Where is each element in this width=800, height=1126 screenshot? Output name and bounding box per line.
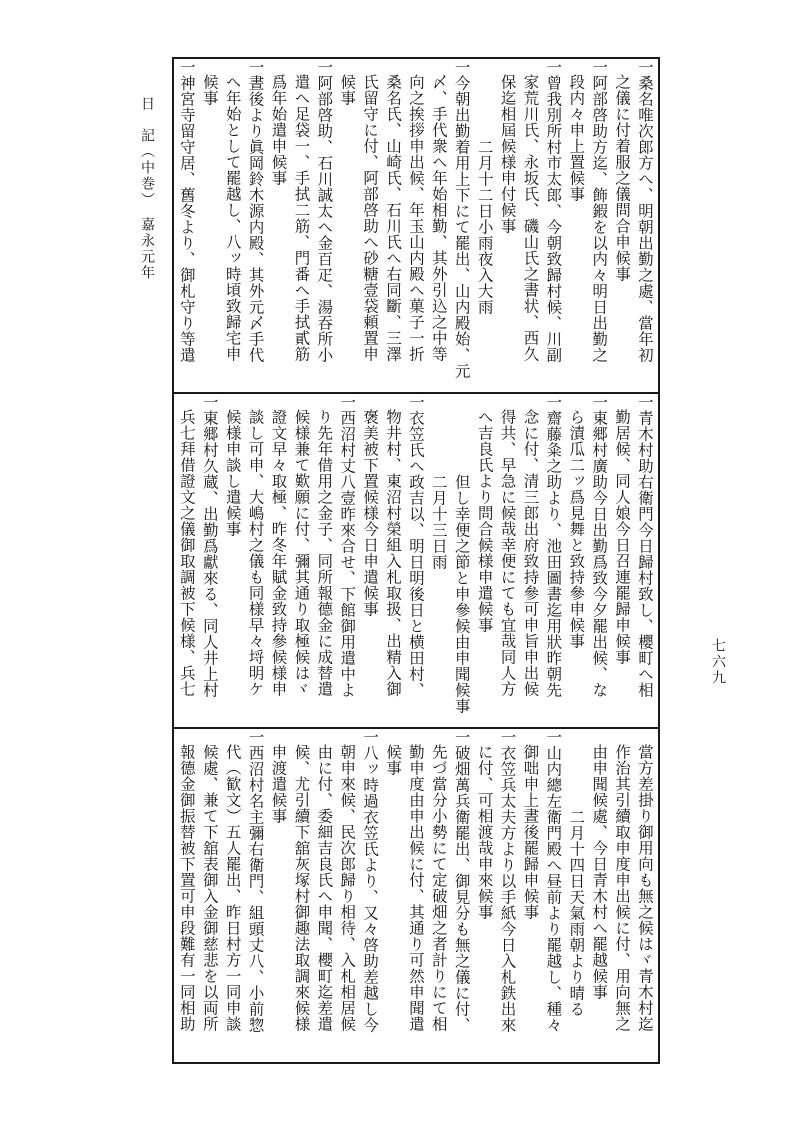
text-column: 得共、早急に候哉幸便にても宜哉同人方: [498, 409, 517, 697]
text-column: 勤申度由申出候に付、其通り可然申聞遣: [406, 744, 425, 1032]
text-column: 一齋藤粂之助より、池田圖書迄用狀昨朝先: [544, 394, 563, 698]
text-column: 先づ當分小勢にて定破畑之者計りにて相: [429, 744, 448, 1032]
text-column: 一西沼村丈八壹昨來合せ、下館御用遣中よ: [338, 394, 357, 698]
text-column: 申渡遣候事: [269, 744, 288, 824]
text-column: 談し可申、大嶋村之儀も同様早々埒明ケ: [246, 409, 265, 697]
text-column: 候事: [200, 74, 219, 106]
text-column: 褒美被下置候様今日申遣候事: [361, 409, 380, 617]
text-column: 桑名氏、山崎氏、石川氏へ右同斷、三澤: [384, 74, 403, 362]
text-column: 候處、兼て下舘表御入金御慈悲を以両所: [200, 744, 219, 1032]
text-column: へ年始として罷越し、八ッ時頃致歸宅申: [223, 74, 242, 362]
text-frame: [172, 57, 660, 1064]
text-column: 由に付、委細吉良氏へ申聞、櫻町迄差遣: [315, 744, 334, 1032]
text-column: 由申聞候處、今日青木村へ罷越候事: [590, 744, 609, 1000]
text-column: 二月十四日天氣雨朝より晴る: [567, 809, 586, 1017]
text-column: [174, 59, 175, 392]
text-column: 當方差掛り御用向も無之候はヾ青木村迄: [636, 744, 654, 1032]
text-column: 一阿部啓助、石川誠太へ金百疋、湯吞所小: [315, 59, 334, 363]
text-column: 二月十三日雨: [429, 474, 448, 570]
text-column: 候様申談し遣候事: [223, 409, 242, 537]
text-column: 遣へ足袋一、手拭二筋、門番へ手拭貳筋: [292, 74, 311, 362]
text-column: 但し幸便之節と申參候由申聞候事: [452, 474, 471, 714]
text-panel-bottom: [174, 729, 658, 1062]
running-head: 日 記（中巻） 嘉永元年: [139, 96, 155, 281]
page-number: 七六九: [710, 638, 726, 686]
text-column: 候事: [338, 74, 357, 106]
text-column: 向之挨拶申出候、年玉山内殿へ菓子一折: [406, 74, 425, 362]
text-column: 一八ッ時過衣笠氏より、又々啓助差越し今: [361, 729, 380, 1033]
text-column: り先年借用之金子、同所報德金に成替遣: [315, 409, 334, 697]
text-column: 氏留守に付、阿部啓助へ砂糖壹袋頼置申: [361, 74, 380, 362]
text-column: 二月十二日小雨夜入大雨: [475, 139, 494, 315]
text-column: 勤居候、同人娘今日召連罷歸申候事: [613, 409, 632, 665]
text-panel-top: [174, 59, 658, 392]
text-column: 保迄相屆候様申付候事: [498, 74, 517, 234]
text-column: 證文早々取極、昨冬年賦金致持參候様申: [269, 409, 288, 697]
text-column: ら漬瓜二ッ爲見舞と致持參申候事: [567, 409, 586, 649]
text-column: 物井村、東沼村榮組入札取扱、出精入御: [384, 409, 403, 697]
text-column: 朝申來候、民次郎歸り相待、入札相居候: [338, 744, 357, 1032]
text-column: 一桑名唯次郎方へ、明朝出勤之處、當年初: [636, 59, 654, 363]
text-column: 一西沼村名主彌右衛門、組頭丈八、小前惣: [246, 729, 265, 1033]
text-column: へ吉良氏より問合候様申遣候事: [475, 409, 494, 633]
text-column: 一神宮寺留守居、舊冬より、御札守り等遣: [177, 59, 196, 363]
text-column: 候様兼て歎願に付、彌其通り取極候はヾ: [292, 409, 311, 697]
text-column: 一今朝出勤着用上下にて罷出、山内殿始、元: [452, 59, 471, 379]
text-column: [174, 729, 175, 1062]
text-column: 一阿部啓助方迄、飾鍜を以内々明日出勤之: [590, 59, 609, 363]
text-column: 報德金御振替被下置可申段難有一同相助: [177, 744, 196, 1032]
text-column: 之儀に付着服之儀問合申候事: [613, 74, 632, 282]
text-column: 候事: [384, 744, 403, 776]
text-column: 家荒川氏、永坂氏、磯山氏之書状、西久: [521, 74, 540, 362]
text-column: 〆、手代衆へ年始相勤、其外引込之中等: [429, 74, 448, 362]
text-column: 段内々申上置候事: [567, 74, 586, 202]
text-column: 御咄申上晝後罷歸申候事: [521, 744, 540, 920]
text-column: 念に付、清三郎出府致持參可申旨申出候: [521, 409, 540, 697]
text-column: 一衣笠兵太夫方より以手紙今日入札鉄出來: [498, 729, 517, 1033]
text-column: 一破畑萬兵衛罷出、御見分も無之儀に付、: [452, 729, 471, 1033]
text-column: に付、可相渡哉申來候事: [475, 744, 494, 920]
text-column: 一山内總左衛門殿へ昼前より罷越し、種々: [544, 729, 563, 1033]
text-column: 兵七拜借證文之儀御取調被下候様、兵七: [177, 409, 196, 697]
text-column: 一晝後より眞岡鈴木源内殿、其外元〆手代: [246, 59, 265, 363]
text-column: 一曾我別所村市太郎、今朝致歸村候、川副: [544, 59, 563, 363]
text-column: 一青木村助右衛門今日歸村致し、櫻町へ相: [636, 394, 654, 698]
text-column: 作治其引續取申度申出候に付、用向無之: [613, 744, 632, 1032]
text-column: 一東郷村久蔵、出勤爲獻來る、同人井上村: [200, 394, 219, 698]
text-column: 爲年始遣申候事: [269, 74, 288, 186]
text-panel-middle: [174, 394, 658, 727]
text-column: 一東郷村廣助今日出勤爲致今夕罷出候、な: [590, 394, 609, 698]
text-column: 候、尤引續下舘灰塚村御趣法取調來候様: [292, 744, 311, 1032]
text-column: 一衣笠氏へ政吉以、明日明後日と横田村、: [406, 394, 425, 698]
text-column: 代（歓文）五人罷出、昨日村方一同申談: [223, 744, 242, 1032]
